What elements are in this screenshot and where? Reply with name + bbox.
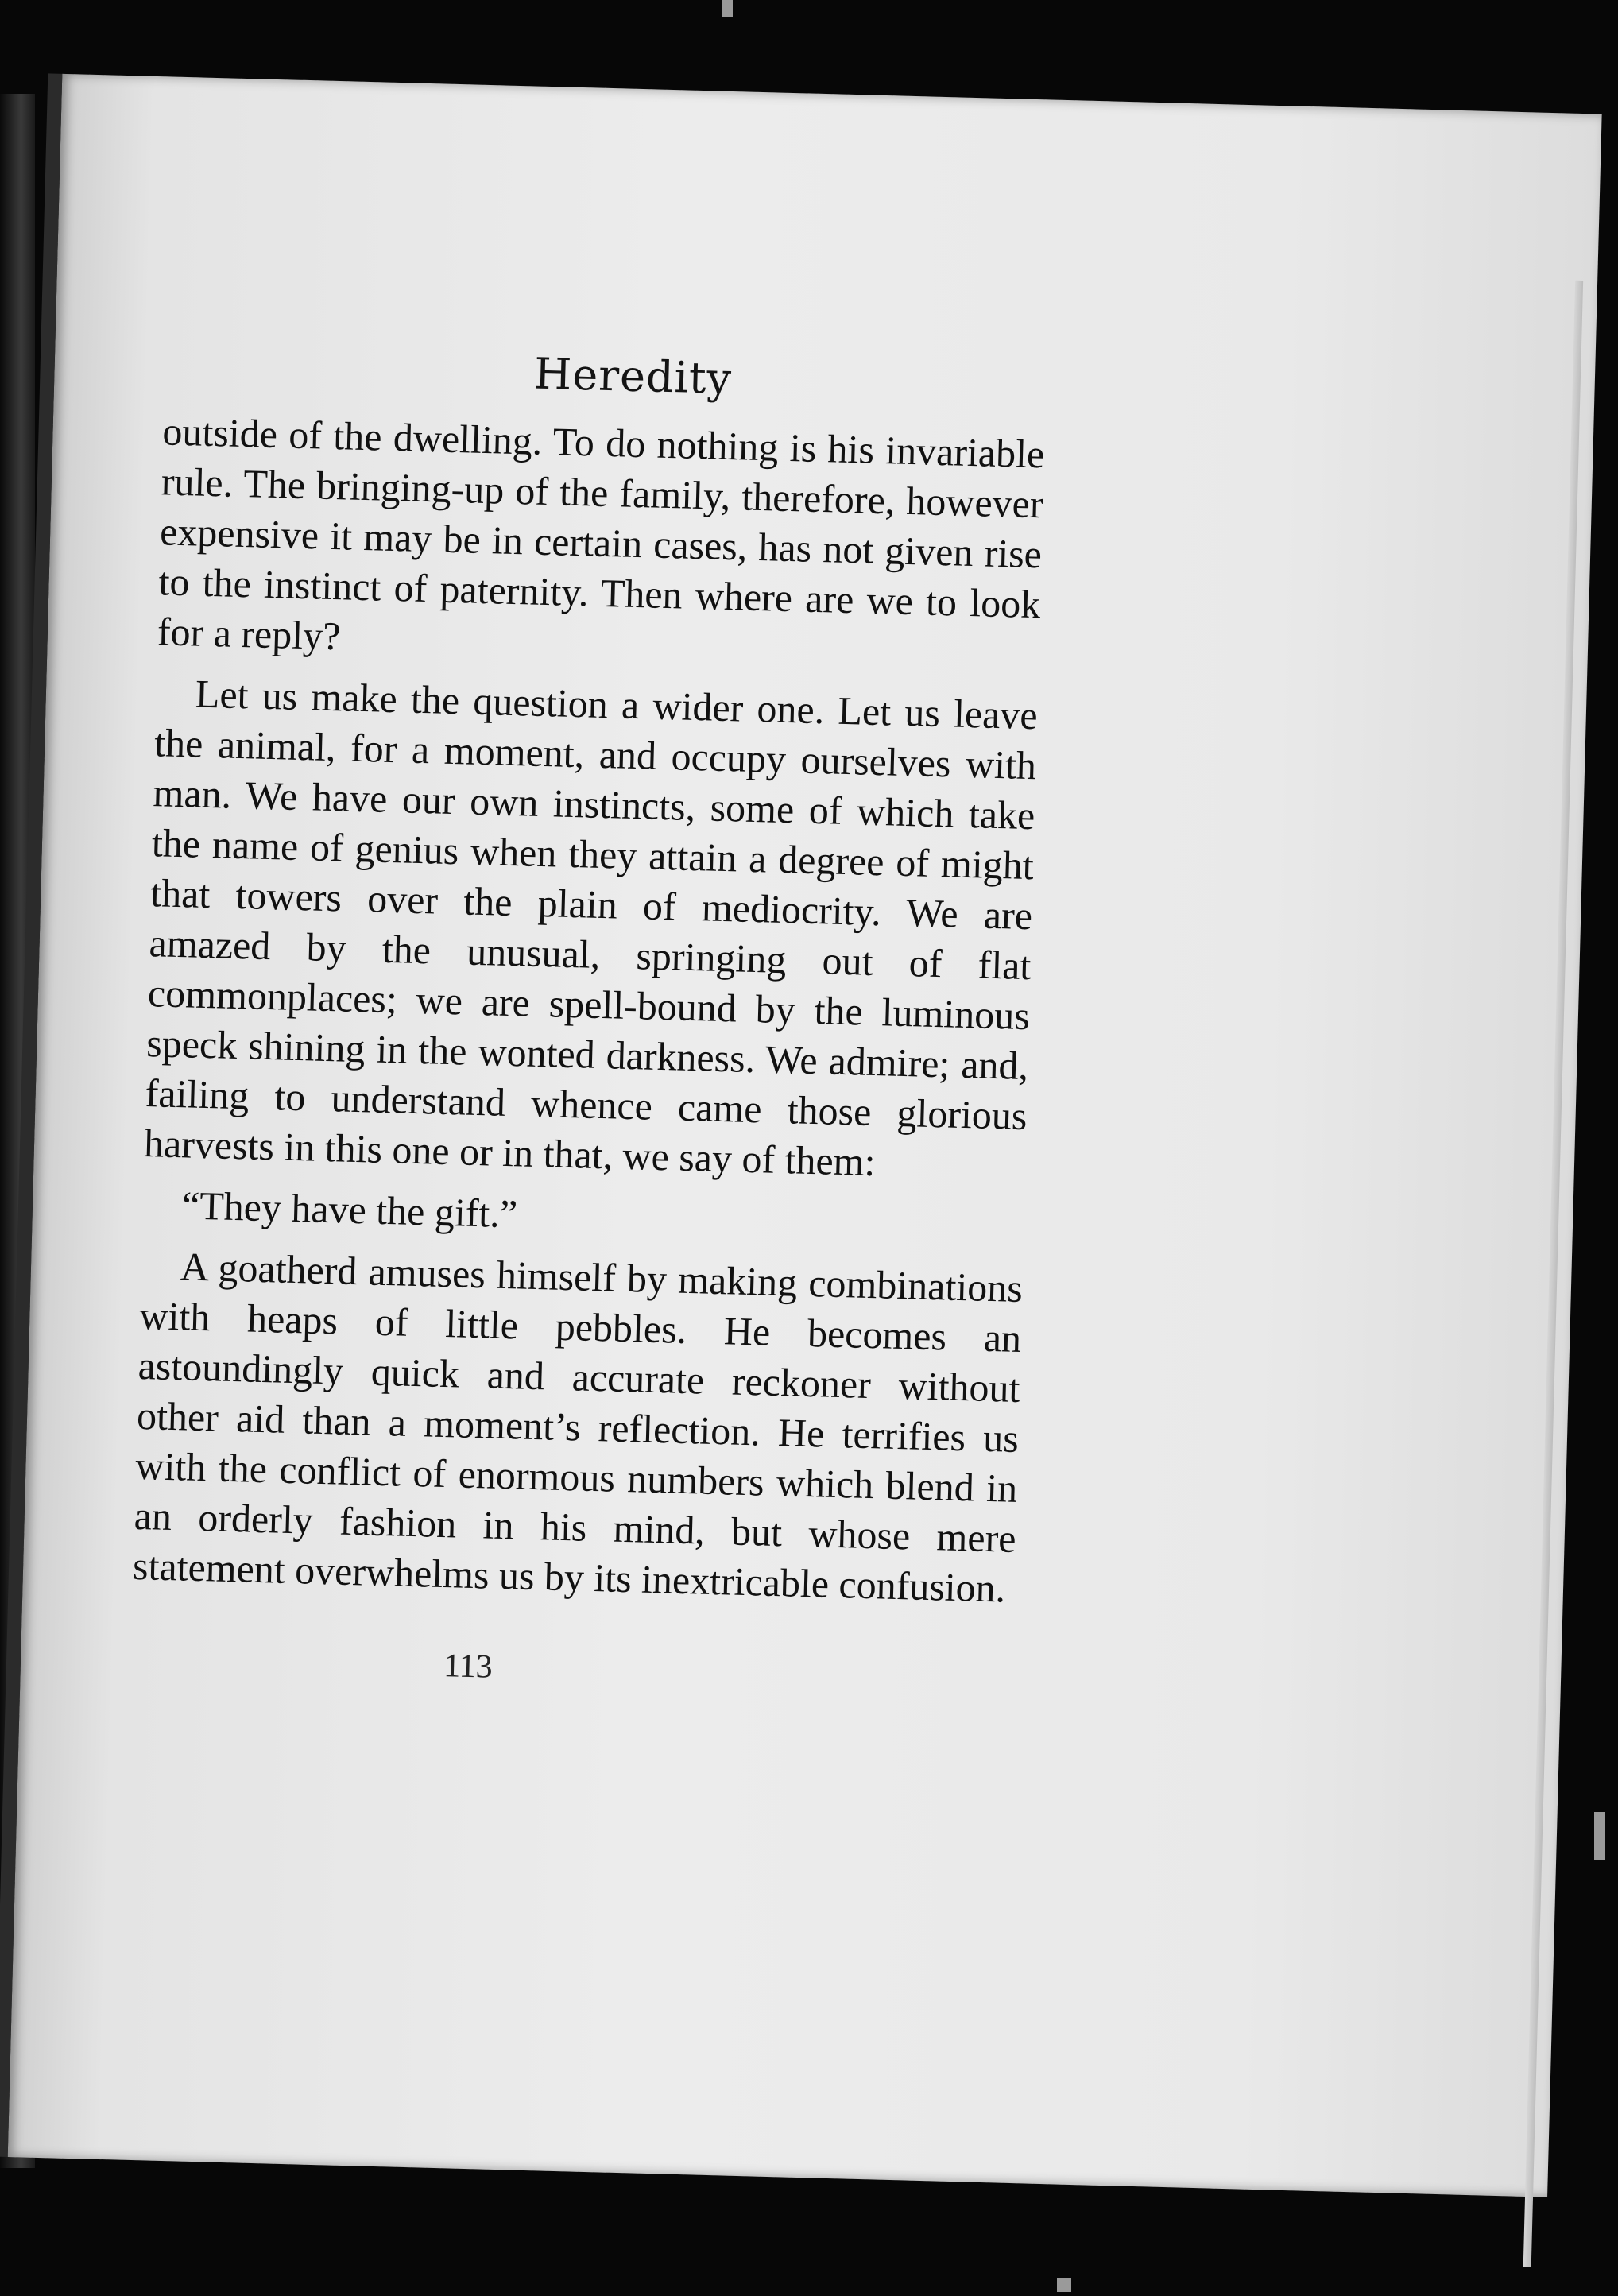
running-head: Heredity xyxy=(533,348,733,405)
paragraph: Let us make the question a wider one. Let us leave the animal, for a moment, and occupy ourselves with man. We have our own instincts, some of which take the name of genius when they attain a degree of might that towers over the plain of mediocrity. We are amazed by the unusual, springing out of flat commonplaces; we are spell-bound by the luminous speck shining in the wonted darkness. We admire; and, failing to understand whence came those glorious harvests in this one or in that, we say of them: xyxy=(143,671,1039,1185)
body-text xyxy=(132,406,1045,1614)
paragraph: A goatherd amuses himself by making combinations with heaps of little pebbles. He becomes an astoundingly quick and accurate reckoner without other aid than a moment’s reflection. He terrifies us with the conflict of enormous numbers which blend in an orderly fashion in his mind, but whose mere statement overwhelms us by its inextricable confusion. xyxy=(132,1244,1024,1611)
page-edge xyxy=(1523,281,1583,2267)
page-content xyxy=(130,339,1047,1699)
page-number: 113 xyxy=(443,1647,494,1686)
book-page xyxy=(0,73,1602,2197)
paragraph: “They have the gift.” xyxy=(181,1183,518,1237)
scan-speck xyxy=(1057,2278,1071,2292)
paragraph: outside of the dwelling. To do nothing is his invariable rule. The bringing-up of the family, therefore, however expensive it may be in certain cases, has not given rise to the instinct of paternity. Then where are we to look for a reply? xyxy=(157,408,1045,659)
scan-speck xyxy=(1594,1812,1605,1860)
scan-speck xyxy=(722,0,733,17)
